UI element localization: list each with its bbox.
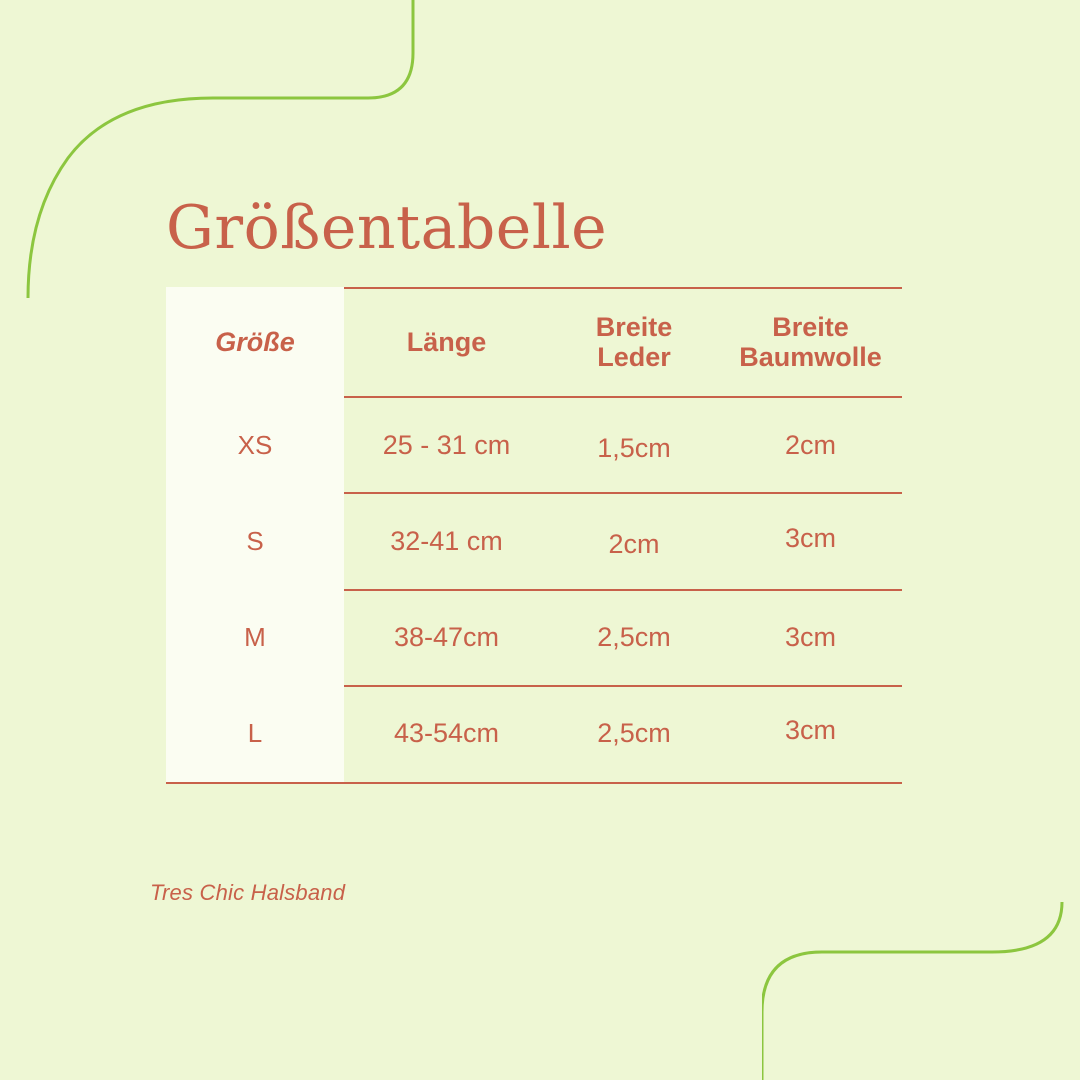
column-header-size-label: Größe [215, 326, 295, 357]
cell-width-leather: 2,5cm [597, 717, 671, 748]
cell-length: 25 - 31 cm [382, 429, 511, 460]
table-row [166, 589, 902, 685]
column-header-width-leather [549, 287, 719, 397]
decorative-curve-bottom-right [762, 902, 1080, 1080]
column-header-width-cotton-line1: Breite [772, 311, 849, 342]
column-header-width-cotton-line2: Baumwolle [739, 342, 882, 372]
table-row [166, 397, 902, 493]
size-table-container [166, 287, 902, 781]
column-header-size [166, 287, 344, 397]
column-header-width-leather-line2: Leder [597, 342, 671, 372]
page-title: Größentabelle [166, 193, 608, 264]
cell-length: 38-47cm [393, 621, 500, 652]
cell-width-leather: 1,5cm [597, 432, 671, 463]
cell-size: XS [166, 397, 344, 493]
cell-width-cotton: 2cm [784, 429, 836, 460]
size-table [166, 287, 902, 781]
cell-length: 32-41 cm [390, 525, 503, 556]
table-body [166, 397, 902, 781]
cell-width-cotton: 3cm [784, 522, 836, 553]
cell-width-cotton: 3cm [784, 714, 836, 745]
column-header-width-cotton [719, 287, 902, 397]
cell-width-cotton: 3cm [784, 621, 836, 652]
product-caption: Tres Chic Halsband [150, 880, 346, 905]
table-header-row [166, 287, 902, 397]
table-head [166, 287, 902, 397]
table-row [166, 685, 902, 781]
column-header-width-leather-line1: Breite [595, 311, 673, 342]
cell-size: M [166, 589, 344, 685]
cell-size: S [166, 493, 344, 589]
cell-size: L [166, 685, 344, 781]
table-row [166, 493, 902, 589]
cell-width-leather: 2,5cm [597, 621, 671, 652]
cell-width-leather: 2cm [608, 528, 660, 559]
column-header-length [344, 287, 549, 397]
column-header-length-label: Länge [406, 326, 487, 357]
cell-length: 43-54cm [393, 717, 500, 748]
table-rule-bottom [166, 782, 902, 784]
